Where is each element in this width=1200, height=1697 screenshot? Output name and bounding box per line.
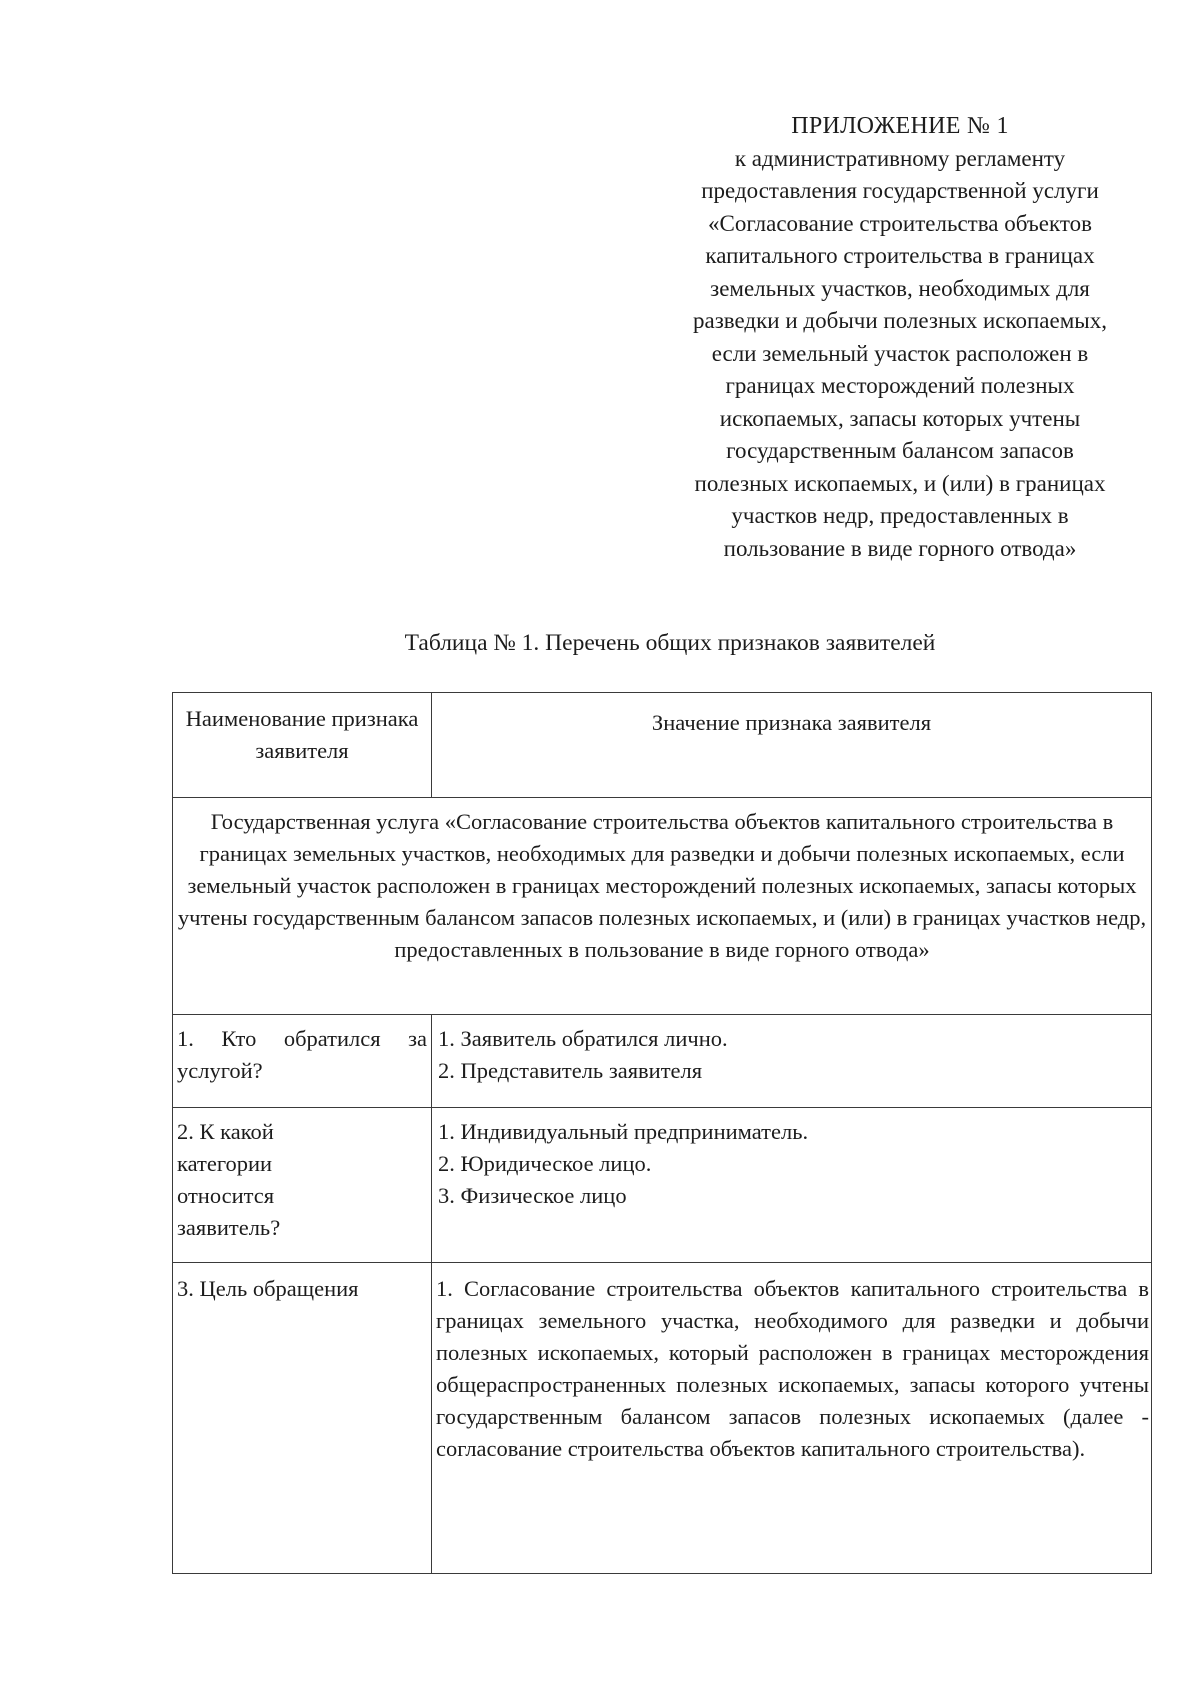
criterion-value: 1. Индивидуальный предприниматель.	[438, 1119, 809, 1144]
appendix-line: предоставления государственной услуги	[701, 178, 1099, 203]
table-row	[173, 1108, 1152, 1263]
table-title: Таблица № 1. Перечень общих признаков заявителей	[404, 630, 936, 656]
appendix-line: пользование в виде горного отвода»	[723, 535, 1077, 561]
appendix-line: «Согласование строительства объектов	[708, 210, 1092, 236]
applicant-criteria-table	[172, 692, 1152, 1574]
criterion-name-cell: 1. Кто обратился за услугой?	[173, 1015, 432, 1108]
criterion-value: 3. Физическое лицо	[438, 1183, 627, 1208]
appendix-line: ископаемых, запасы которых учтены	[719, 405, 1081, 431]
appendix-heading: ПРИЛОЖЕНИЕ № 1	[791, 113, 1009, 139]
appendix-line: к административному регламенту	[734, 145, 1066, 171]
appendix-line: границах месторождений полезных	[725, 373, 1075, 398]
appendix-line: если земельный участок расположен в	[711, 340, 1089, 366]
criterion-name-text: 2. К какой категории относится заявитель?	[177, 1119, 281, 1240]
criterion-name-cell	[173, 1108, 432, 1263]
appendix-block	[640, 110, 1160, 565]
criterion-values-cell	[432, 1015, 1152, 1108]
criterion-value: 1. Заявитель обратился лично.	[438, 1026, 728, 1051]
appendix-line: земельных участков, необходимых для	[710, 275, 1090, 301]
appendix-line: участков недр, предоставленных в	[731, 503, 1069, 528]
service-description-cell: Государственная услуга «Согласование строительства объектов капитального строительства в границах земельных участков, необходимых для разведки и добычи полезных ископаемых, если земельный участок расположен в границах месторождений полезных ископаемых, запасы которых учтены государственным балансом запасов полезных ископаемых, и (или) в границах участков недр, предоставленных в пользование в виде горного отвода»	[173, 798, 1152, 1015]
appendix-line: государственным балансом запасов	[726, 438, 1074, 463]
criterion-values-cell: 1. Согласование строительства объектов капитального строительства в границах земельного участка, необходимого для разведки и добычи полезных ископаемых, который расположен в границах месторождения общераспространенных полезных ископаемых, запасы которого учтены государственным балансом запасов полезных ископаемых (далее - согласование строительства объектов капитального строительства).	[432, 1263, 1152, 1574]
service-row	[173, 798, 1152, 1015]
table-header-row	[173, 693, 1152, 798]
criterion-name-cell: 3. Цель обращения	[173, 1263, 432, 1574]
appendix-line: капитального строительства в границах	[705, 243, 1095, 268]
criterion-value: 2. Представитель заявителя	[438, 1058, 703, 1083]
table-row	[173, 1015, 1152, 1108]
header-value-cell: Значение признака заявителя	[432, 693, 1152, 798]
table-row	[173, 1263, 1152, 1574]
criterion-value: 2. Юридическое лицо.	[438, 1151, 652, 1176]
appendix-line: полезных ископаемых, и (или) в границах	[694, 470, 1106, 496]
appendix-line: разведки и добычи полезных ископаемых,	[693, 308, 1107, 333]
header-name-cell: Наименование признака заявителя	[173, 693, 432, 798]
criterion-values-cell	[432, 1108, 1152, 1263]
